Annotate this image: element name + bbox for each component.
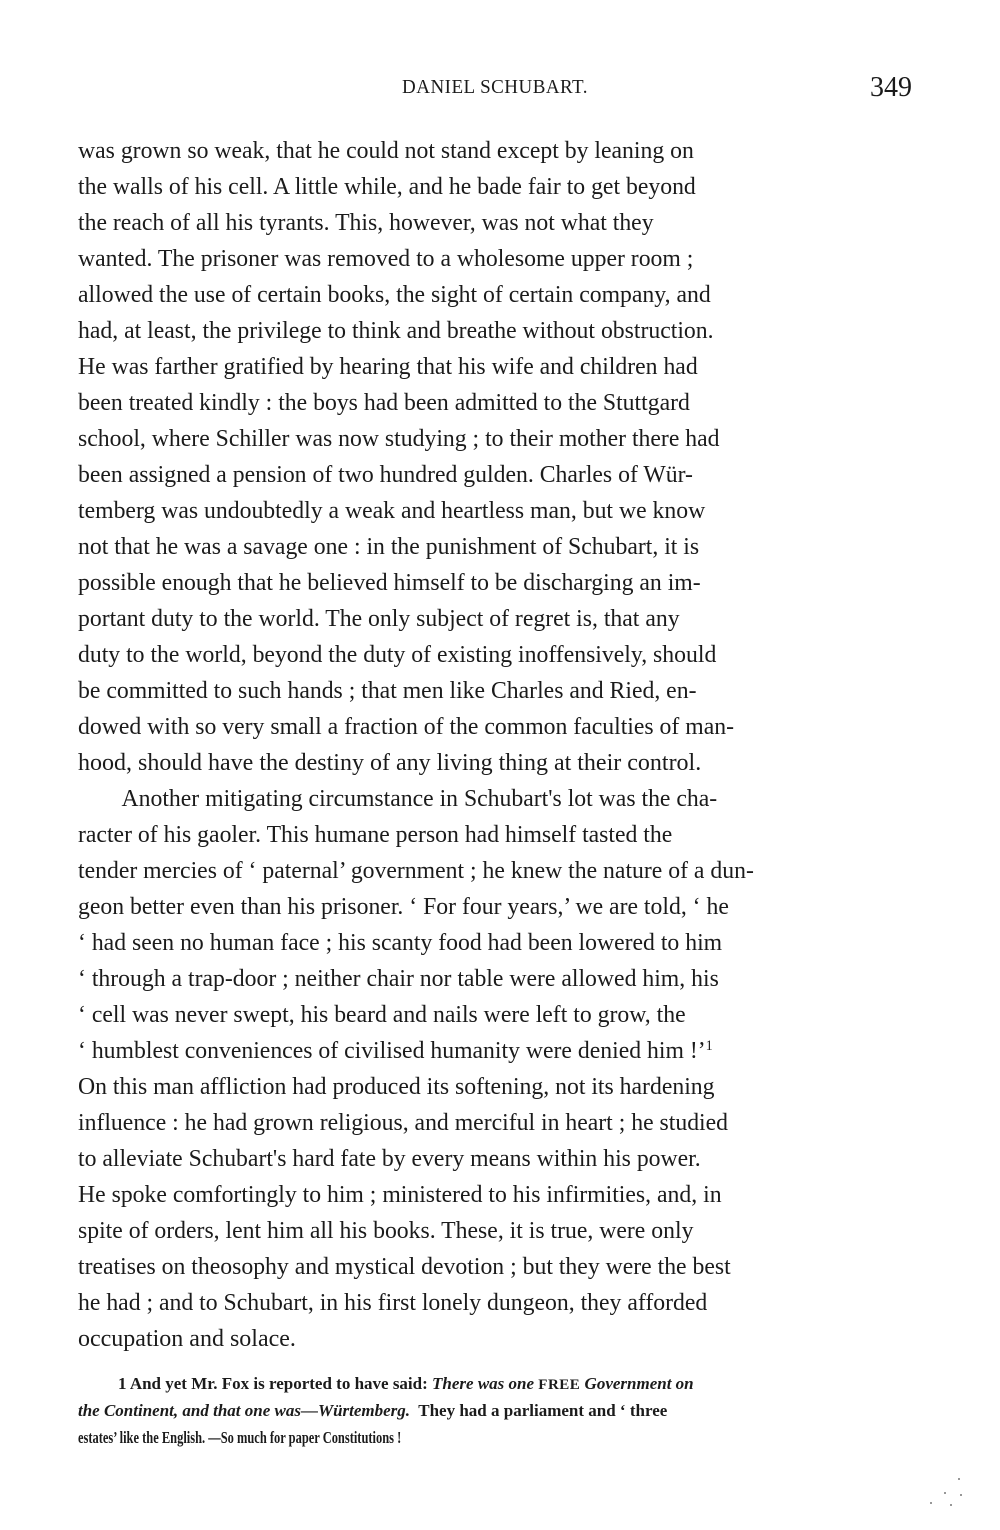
text-line: wanted. The prisoner was removed to a wholesome upper room ; xyxy=(78,246,694,272)
footnote-small-caps: FREE xyxy=(538,1377,581,1393)
text-line: tender mercies of ‘ paternal’ government ; he knew the nature of a dun- xyxy=(78,858,754,884)
footnote-text: And yet Mr. Fox is reported to have said: xyxy=(129,1374,428,1393)
footnote-italic: There was one xyxy=(432,1374,535,1393)
text-line: occupation and solace. xyxy=(78,1326,296,1352)
footnote xyxy=(78,1370,924,1451)
text-line-with-note xyxy=(78,1033,914,1069)
text-line: ‘ through a trap-door ; neither chair nor table were allowed him, his xyxy=(78,966,719,992)
text-line: dowed with so very small a fraction of the common faculties of man- xyxy=(78,714,734,740)
text-line: possible enough that he believed himself to be discharging an im- xyxy=(78,570,701,596)
page-number: 349 xyxy=(870,72,912,103)
text-line: been treated kindly : the boys had been admitted to the Stuttgard xyxy=(78,390,690,416)
text-line: was grown so weak, that he could not stand except by leaning on xyxy=(78,138,694,164)
text-line: be committed to such hands ; that men like Charles and Ried, en- xyxy=(78,678,697,704)
footnote-italic: the Continent, and that one was—Würtemberg. xyxy=(78,1401,411,1420)
text-line: He spoke comfortingly to him ; ministered to his infirmities, and, in xyxy=(78,1182,722,1208)
body-text xyxy=(78,133,924,1357)
text-line: allowed the use of certain books, the sight of certain company, and xyxy=(78,282,711,308)
text-line: he had ; and to Schubart, in his first lonely dungeon, they afforded xyxy=(78,1290,708,1316)
footnote-line xyxy=(78,1397,924,1424)
text-line-content: ‘ humblest conveniences of civilised humanity were denied him !’ xyxy=(78,1038,706,1064)
text-line: the reach of all his tyrants. This, however, was not what they xyxy=(78,210,654,236)
text-line: duty to the world, beyond the duty of existing inoffensively, should xyxy=(78,642,717,668)
text-line: portant duty to the world. The only subject of regret is, that any xyxy=(78,606,680,632)
text-line: influence : he had grown religious, and merciful in heart ; he studied xyxy=(78,1110,729,1136)
text-line: ‘ cell was never swept, his beard and nails were left to grow, the xyxy=(78,1002,686,1028)
text-line: geon better even than his prisoner. ‘ For four years,’ we are told, ‘ he xyxy=(78,894,729,920)
paragraph-start-line: Another mitigating circumstance in Schubart's lot was the cha- xyxy=(121,786,718,812)
text-line: He was farther gratified by hearing that his wife and children had xyxy=(78,354,698,380)
text-line: hood, should have the destiny of any living thing at their control. xyxy=(78,750,702,776)
scan-artifact xyxy=(920,1472,980,1512)
text-line: On this man affliction had produced its softening, not its hardening xyxy=(78,1074,715,1100)
text-line: spite of orders, lent him all his books. These, it is true, were only xyxy=(78,1218,694,1244)
text-line: to alleviate Schubart's hard fate by every means within his power. xyxy=(78,1146,701,1172)
text-line: racter of his gaoler. This humane person had himself tasted the xyxy=(78,822,673,848)
text-line: temberg was undoubtedly a weak and heartless man, but we know xyxy=(78,498,706,524)
text-line: not that he was a savage one : in the punishment of Schubart, it is xyxy=(78,534,700,560)
text-line: had, at least, the privilege to think and breathe without obstruction. xyxy=(78,318,714,344)
footnote-reference: 1 xyxy=(705,1038,713,1055)
page-header xyxy=(78,72,912,106)
footnote-text: They had a parliament and ‘ three xyxy=(418,1401,668,1420)
footnote-line xyxy=(78,1370,924,1397)
text-line: the walls of his cell. A little while, and he bade fair to get beyond xyxy=(78,174,696,200)
text-line: ‘ had seen no human face ; his scanty food had been lowered to him xyxy=(78,930,723,956)
text-line: been assigned a pension of two hundred gulden. Charles of Wür- xyxy=(78,462,693,488)
running-head: DANIEL SCHUBART. xyxy=(402,76,588,98)
footnote-line: estates’ like the English. —So much for paper Constitutions ! xyxy=(78,1428,402,1447)
footnote-italic: Government on xyxy=(584,1374,694,1393)
footnote-marker: 1 xyxy=(118,1374,127,1393)
text-line: school, where Schiller was now studying ; to their mother there had xyxy=(78,426,720,452)
text-line: treatises on theosophy and mystical devotion ; but they were the best xyxy=(78,1254,731,1280)
